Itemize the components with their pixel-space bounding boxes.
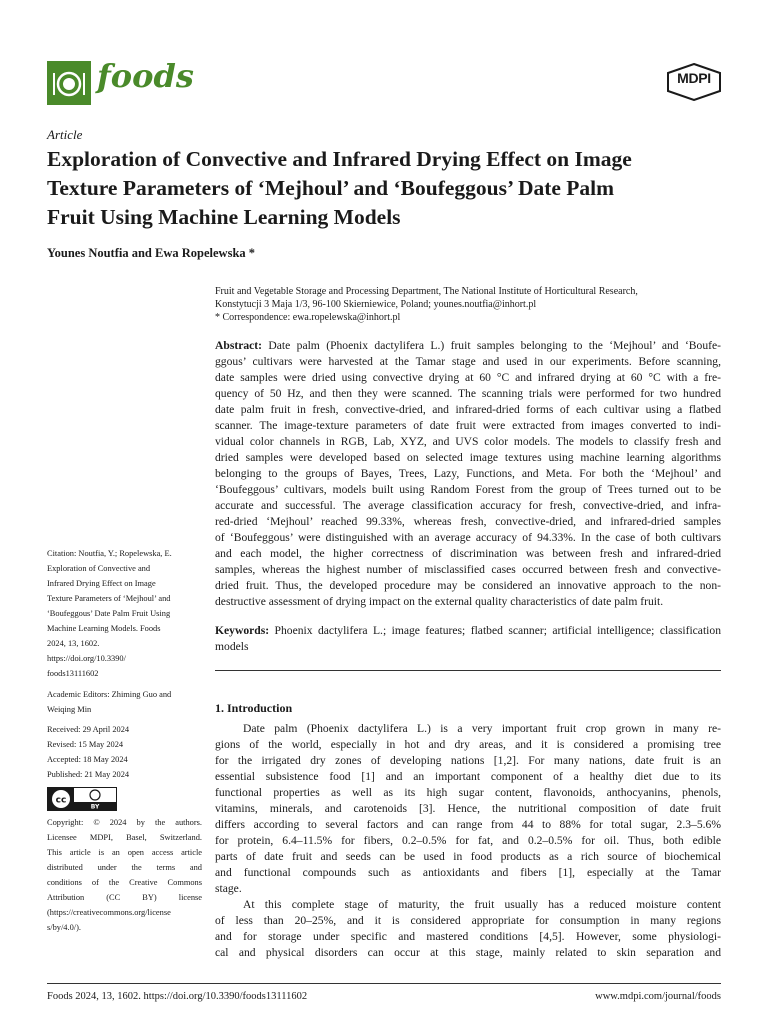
- section-divider: [215, 670, 721, 671]
- abstract-line: ‘Boufeggous’ cultivars, models built using Random Forest from the group of Trees turned out to be: [215, 483, 721, 496]
- footer-divider: [47, 983, 721, 984]
- intro-line: and functional compounds such as antioxidants and fibers [1], especially at the Tamar: [215, 866, 721, 879]
- citation-line: 2024, 13, 1602.: [47, 639, 100, 648]
- copyright-line: distributed under the terms and: [47, 863, 202, 872]
- title-line: Texture Parameters of ‘Mejhoul’ and ‘Boufeggous’ Date Palm: [47, 176, 615, 200]
- abstract-line: and each model, the higher correctness of discrimination was between fresh and infrared-dried: [215, 547, 721, 560]
- intro-line: and for storage under specific and mastered conditions [4,5]. However, some physiologi-: [215, 930, 721, 943]
- keywords-text: Phoenix dactylifera L.; image features; flatbed scanner; artificial intelligence; classification: [274, 624, 721, 637]
- abstract-line: vidual color channels in RGB, Lab, XYZ, and UVS color models. The models to classify fresh and: [215, 435, 721, 448]
- abstract-line: samples, whereas the highest number of misclassified cases occurred between fresh and convective-: [215, 563, 721, 576]
- intro-line: At this complete stage of maturity, the fruit usually has a reduced moisture content: [243, 898, 721, 911]
- intro-line: for the irrigated dry zones of developing nations [1,2]. For many nations, date fruit is an: [215, 754, 721, 767]
- abstract-line: scanner. The image-texture parameters of date fruit were extracted from images converted to indi-: [215, 419, 721, 432]
- plate-cutlery-icon: [47, 61, 91, 105]
- abstract-line: belonging to the groups of Bayes, Trees, Lazy, Functions, and Meta. For both the ‘Mejhoul’ and: [215, 467, 721, 480]
- intro-line: stage.: [215, 882, 242, 895]
- citation-doi-link[interactable]: https://doi.org/10.3390/: [47, 654, 126, 663]
- abstract-line: accurate and successful. The average classification accuracy for fresh, convective-dried, and infra-: [215, 499, 721, 512]
- license-link[interactable]: (https://creativecommons.org/license: [47, 908, 171, 917]
- intro-line: parts of date fruit and seeds can be used in food products as a rich source of biochemical: [215, 850, 721, 863]
- intro-line: differs according to several factors and can range from 44 to 88% for total sugar, 2.3–5.6%: [215, 818, 721, 831]
- date-accepted: Accepted: 18 May 2024: [47, 755, 128, 764]
- abstract-line: [215, 338, 721, 354]
- publisher-name: MDPI: [677, 70, 711, 86]
- abstract-line: date palm fruit in fresh, convective-dried, and infrared-dried forms of each cultivar using a flatbed: [215, 403, 721, 416]
- keywords-line: models: [215, 640, 249, 653]
- abstract-line: dried fruit. Thus, the developed procedure may be considered an innovative approach to the non-: [215, 579, 721, 592]
- intro-line: vitamins, minerals, and carotenoids [3]. Hence, the nutritional composition of date fruit: [215, 802, 721, 815]
- cc-by-license-icon[interactable]: [47, 787, 117, 811]
- copyright-line: conditions of the Creative Commons: [47, 878, 202, 887]
- by-label: BY: [90, 803, 100, 811]
- article-type: Article: [47, 127, 83, 142]
- citation-line: ‘Boufeggous’ Date Palm Fruit Using: [47, 609, 171, 618]
- citation-line: Texture Parameters of ‘Mejhoul’ and: [47, 594, 171, 603]
- author-list: Younes Noutfia and Ewa Ropelewska *: [47, 246, 256, 260]
- section-heading: 1. Introduction: [215, 701, 293, 715]
- footer-citation[interactable]: Foods 2024, 13, 1602. https://doi.org/10.3390/foods13111602: [47, 991, 308, 1002]
- intro-line: functional properties as well as its high sugar content, flavonoids, anthocyanins, phenols,: [215, 786, 721, 799]
- copyright-line: This article is an open access article: [47, 848, 202, 857]
- journal-logo: [47, 61, 91, 105]
- intro-line: gions of the world, especially in hot and dry areas, and it is considered a promising tree: [215, 738, 721, 751]
- cc-icon: cc: [55, 795, 67, 806]
- affiliation-line: Konstytucji 3 Maja 1/3, 96-100 Skierniewice, Poland; younes.noutfia@inhort.pl: [215, 299, 537, 310]
- intro-line: of less than 20–25%, and it is considered appropriate for consumption in many regions: [215, 914, 721, 927]
- citation-line: Citation: Noutfia, Y.; Ropelewska, E.: [47, 549, 172, 558]
- copyright-line: Attribution (CC BY) license: [47, 893, 202, 902]
- license-link[interactable]: s/by/4.0/).: [47, 923, 81, 932]
- date-received: Received: 29 April 2024: [47, 725, 130, 734]
- affiliation-line: Fruit and Vegetable Storage and Processing Department, The National Institute of Horticultural Research,: [215, 286, 638, 297]
- copyright-line: Licensee MDPI, Basel, Switzerland.: [47, 833, 202, 842]
- citation-line: Machine Learning Models. Foods: [47, 624, 161, 633]
- title-line: Fruit Using Machine Learning Models: [47, 205, 401, 229]
- keywords-line: [215, 623, 721, 639]
- citation-line: Infrared Drying Effect on Image: [47, 579, 156, 588]
- correspondence-line: * Correspondence: ewa.ropelewska@inhort.pl: [215, 312, 401, 323]
- footer-journal-link[interactable]: www.mdpi.com/journal/foods: [595, 991, 721, 1002]
- abstract-line: dried samples were developed based on selected image textures using machine learning algorithms: [215, 451, 721, 464]
- journal-name: foods: [97, 57, 194, 95]
- copyright-line: Copyright: © 2024 by the authors.: [47, 818, 202, 827]
- abstract-line: date samples were dried using convective drying at 60 °C and infrared drying at 60 °C with a fre-: [215, 371, 721, 384]
- title-line: Exploration of Convective and Infrared Drying Effect on Image: [47, 147, 632, 171]
- abstract-line: ggous’ cultivars were harvested at the Tamar stage and used in our experiments. Before scanning,: [215, 355, 721, 368]
- abstract-line: quency of 50 Hz, and then they were scanned. The scanning trials were performed for two hundred: [215, 387, 721, 400]
- date-published: Published: 21 May 2024: [47, 770, 130, 779]
- abstract-line: red-dried ‘Mejhoul’ reached 99.33%, whereas fresh, convective-dried, and infrared-dried samples: [215, 515, 721, 528]
- citation-line: Exploration of Convective and: [47, 564, 151, 573]
- date-revised: Revised: 15 May 2024: [47, 740, 124, 749]
- editors-line: Weiqing Min: [47, 705, 92, 714]
- article-title: [47, 145, 737, 232]
- keywords-label: Keywords:: [215, 624, 270, 637]
- intro-line: cal and physical disorders can occur at this stage, mainly related to skin separation and: [215, 946, 721, 959]
- abstract-label: Abstract:: [215, 339, 263, 352]
- abstract-line: destructive assessment of drying impact on the external quality characteristics of date palm fruit.: [215, 595, 664, 608]
- intro-line: Date palm (Phoenix dactylifera L.) is a very important fruit crop grown in many re-: [243, 722, 721, 735]
- abstract-line: of ‘Boufeggous’ were distinguished with an average accuracy of 94.33%. In the case of both cultivars: [215, 531, 721, 544]
- intro-line: for protein, 6.4–11.5% for fibers, 0.2–0.5% for fat, and 0.2–0.5% for oil. Thus, both edible: [215, 834, 721, 847]
- editors-line: Academic Editors: Zhiming Guo and: [47, 690, 172, 699]
- abstract-text: Date palm (Phoenix dactylifera L.) fruit samples belonging to the ‘Mejhoul’ and ‘Boufe-: [268, 339, 721, 352]
- intro-line: essential subsistence food [1] and an important component of a healthy diet due to its: [215, 770, 721, 783]
- citation-doi-link[interactable]: foods13111602: [47, 669, 99, 678]
